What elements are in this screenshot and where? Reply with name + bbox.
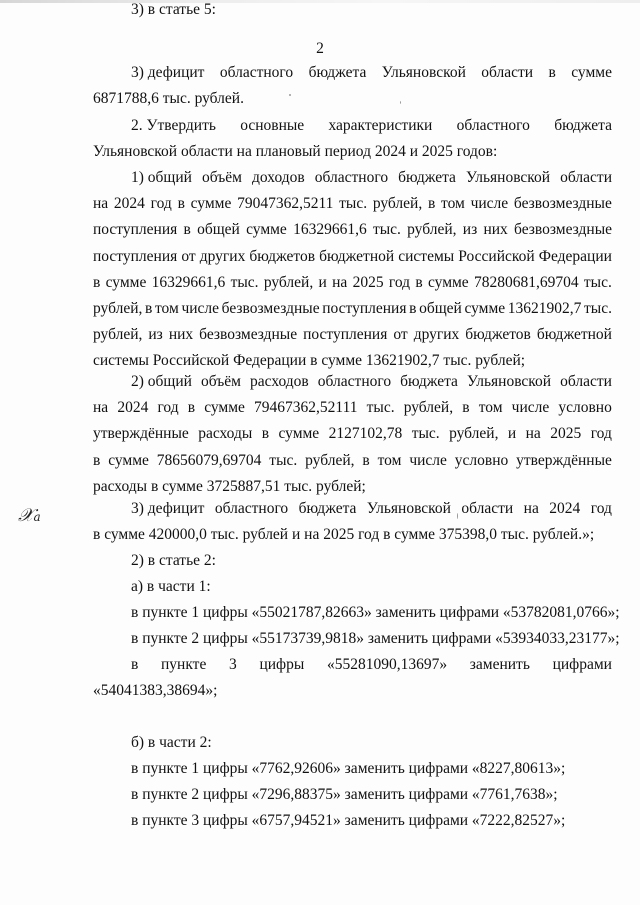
text-word: пункте — [161, 656, 207, 673]
text-word: год — [590, 500, 612, 517]
text-word: 2127102,78 — [328, 425, 403, 442]
text-line: 3) в статье 5: — [131, 1, 216, 18]
text-word: характеристики — [328, 117, 433, 134]
text-word: том — [377, 452, 402, 469]
text-word: год — [388, 274, 411, 291]
text-word: рублей, — [93, 300, 143, 317]
text-word: рублей, — [372, 195, 423, 212]
text-line — [131, 499, 612, 519]
text-line: в пункте 1 цифры «55021787,82663» заменить цифрами «53782081,0766»; — [131, 604, 620, 621]
text-word: год — [150, 195, 172, 212]
text-word: 2025 — [550, 425, 582, 442]
text-word: областного — [314, 169, 389, 186]
text-word: из — [462, 221, 478, 238]
text-word: тыс. — [230, 274, 259, 291]
text-word: 16329661,6 — [151, 274, 226, 291]
text-line — [131, 372, 612, 392]
text-word: том — [441, 195, 465, 212]
text-line — [93, 273, 612, 293]
text-word: объём — [202, 169, 242, 186]
text-word: рублей, — [305, 452, 355, 469]
text-word: Российской — [458, 248, 535, 265]
text-word: расходы — [198, 425, 253, 442]
text-word: рублей, — [407, 221, 457, 238]
text-word: области — [461, 500, 514, 517]
text-word: на — [523, 500, 539, 517]
text-word: от — [181, 248, 196, 265]
text-word: числе — [409, 452, 447, 469]
text-word: областного — [219, 64, 294, 81]
text-word: рублей, — [403, 399, 454, 416]
text-word: в — [183, 221, 191, 238]
scan-speck — [400, 101, 401, 104]
text-line — [93, 194, 612, 214]
text-word: в — [145, 300, 153, 317]
text-line — [93, 424, 612, 444]
text-line: в пункте 2 цифры «7296,88375» заменить цифрами «7761,7638»; — [131, 786, 558, 803]
text-word: безвозмездные — [514, 221, 612, 238]
text-word: цифры — [259, 656, 305, 673]
text-word: 2025 — [352, 274, 384, 291]
text-word: тыс. — [372, 221, 401, 238]
text-word: на — [93, 399, 109, 416]
text-word: безвозмездные — [221, 300, 320, 317]
text-word: в — [462, 399, 470, 416]
text-word: 3) дефицит — [131, 500, 205, 517]
text-line — [93, 299, 612, 319]
text-word: 13621902,7 — [507, 300, 582, 317]
text-word: цифрами — [552, 656, 612, 673]
text-word: в — [362, 452, 370, 469]
scan-top-edge — [0, 0, 640, 3]
text-word: в — [177, 195, 185, 212]
text-line — [93, 398, 612, 418]
text-line — [131, 63, 612, 83]
text-word: 79047362,5211 — [237, 195, 334, 212]
text-word: общей — [419, 300, 462, 317]
text-line: 2) в статье 2: — [131, 552, 216, 569]
text-word: общей — [197, 221, 240, 238]
text-word: в — [261, 425, 270, 442]
text-word: них — [483, 221, 508, 238]
text-word: бюджетов — [249, 248, 316, 265]
text-word: 16329661,6 — [293, 221, 367, 238]
text-line — [131, 655, 612, 675]
text-word: 3) дефицит — [131, 64, 205, 81]
text-word: безвозмездные — [513, 195, 612, 212]
text-word: сумме — [464, 300, 506, 317]
text-word: год — [157, 399, 179, 416]
text-word: сумме — [427, 274, 469, 291]
text-word: сумме — [108, 452, 149, 469]
text-line — [131, 168, 612, 188]
text-word: сумме — [571, 64, 612, 81]
text-line: в сумме 420000,0 тыс. рублей и на 2025 год в сумме 375398,0 тыс. рублей.»; — [93, 526, 595, 543]
text-line: в пункте 3 цифры «6757,94521» заменить цифрами «7222,82527»; — [131, 812, 566, 829]
text-word: объём — [201, 373, 241, 390]
text-word: областного — [214, 500, 289, 517]
text-word: поступления — [93, 248, 178, 265]
text-word: утверждённые — [93, 425, 189, 442]
text-word: рублей, — [449, 425, 499, 442]
text-word: том — [478, 399, 503, 416]
text-line — [131, 116, 612, 136]
text-word: 2. Утвердить — [131, 117, 216, 134]
text-word: тыс. — [584, 300, 612, 317]
text-word: области — [560, 169, 612, 186]
text-word: на — [93, 195, 109, 212]
text-word: условно — [454, 452, 509, 469]
text-word: 1) общий — [131, 169, 192, 186]
text-word: поступления — [93, 221, 178, 238]
text-word: 2024 — [549, 500, 581, 517]
text-line: системы Российской Федерации в сумме 13621902,7 тыс. рублей; — [93, 352, 526, 369]
text-word: 78280681,69704 — [473, 274, 579, 291]
text-word: Ульяновской — [466, 169, 551, 186]
text-word: 78656079,69704 — [156, 452, 262, 469]
text-word: 2) общий — [131, 373, 192, 390]
text-word: бюджета — [398, 169, 456, 186]
text-word: сумме — [278, 425, 320, 442]
text-word: сумме — [105, 274, 147, 291]
text-word: Ульяновской — [381, 64, 466, 81]
text-word: бюджета — [554, 117, 612, 134]
text-line: а) в части 1: — [131, 578, 211, 595]
text-word: 2024 — [113, 195, 145, 212]
text-word: в — [93, 274, 101, 291]
text-word: бюджета — [298, 500, 357, 517]
text-word: в — [415, 274, 423, 291]
text-word: тыс. — [269, 452, 298, 469]
text-word: тыс. — [411, 425, 440, 442]
text-word: Ульяновской — [366, 500, 451, 517]
text-word: тыс. — [366, 399, 395, 416]
text-line: «54041383,38694»; — [93, 682, 218, 699]
text-word: и — [507, 425, 517, 442]
text-word: условно — [558, 399, 612, 416]
text-word: бюджетов — [465, 326, 531, 343]
text-word: бюджета — [308, 64, 367, 81]
text-word: на — [332, 274, 348, 291]
text-word: них — [168, 326, 194, 343]
text-word: тыс. — [583, 274, 612, 291]
text-line — [93, 220, 612, 240]
text-word: поступления — [322, 300, 407, 317]
text-line — [93, 451, 612, 471]
text-word: на — [525, 425, 541, 442]
text-word: в — [427, 195, 436, 212]
text-word: заменить — [469, 656, 530, 673]
text-word: в — [548, 64, 556, 81]
text-word: числе — [511, 399, 550, 416]
text-word: бюджетной — [536, 326, 612, 343]
text-word: «55281090,13697» — [326, 656, 448, 673]
text-word: системы — [398, 248, 455, 265]
text-word: 79467362,52111 — [254, 399, 358, 416]
text-word: утверждённые — [516, 452, 612, 469]
text-word: бюджета — [400, 373, 458, 390]
text-line: 6871788,6 тыс. рублей. — [93, 90, 244, 107]
text-word: доходов — [252, 169, 305, 186]
text-word: в — [93, 452, 101, 469]
text-word: областного — [456, 117, 530, 134]
text-word: бюджетной — [319, 248, 395, 265]
text-word: Федерации — [538, 248, 612, 265]
text-word: Ульяновской — [466, 373, 552, 390]
text-word: из — [148, 326, 163, 343]
text-line — [93, 325, 612, 345]
text-line: расходы в сумме 3725887,51 тыс. рублей; — [93, 478, 366, 495]
text-word: расходов — [250, 373, 309, 390]
text-word: год — [590, 425, 612, 442]
text-word: сумме — [204, 399, 245, 416]
text-word: тыс. — [339, 195, 368, 212]
text-word: областного — [317, 373, 392, 390]
text-line: б) в части 2: — [131, 734, 212, 751]
text-word: в — [409, 300, 417, 317]
text-word: других — [199, 248, 246, 265]
text-word: 2024 — [117, 399, 149, 416]
text-word: области — [481, 64, 534, 81]
text-word: рублей, — [263, 274, 314, 291]
text-word: поступления — [303, 326, 388, 343]
text-word: сумме — [190, 195, 232, 212]
text-word: числе — [181, 300, 220, 317]
handwritten-margin-mark: 𝒳a — [18, 505, 41, 526]
text-word: том — [154, 300, 179, 317]
page-number: 2 — [316, 40, 324, 57]
text-word: других — [413, 326, 460, 343]
text-word: сумме — [246, 221, 287, 238]
text-word: безвозмездные — [199, 326, 298, 343]
scan-speck — [289, 94, 291, 96]
text-word: области — [560, 373, 612, 390]
text-word: в — [131, 656, 139, 673]
text-line: в пункте 1 цифры «7762,92606» заменить цифрами «8227,80613»; — [131, 760, 566, 777]
text-line — [93, 247, 612, 267]
text-word: 3 — [229, 656, 237, 673]
text-word: основные — [240, 117, 305, 134]
text-word: рублей, — [93, 326, 143, 343]
text-word: числе — [470, 195, 509, 212]
text-line: Ульяновской области на плановый период 2024 и 2025 годов: — [93, 143, 498, 160]
text-word: в — [187, 399, 196, 416]
text-word: от — [393, 326, 408, 343]
text-line: в пункте 2 цифры «55173739,9818» заменить цифрами «53934033,23177»; — [131, 630, 620, 647]
text-word: и — [318, 274, 327, 291]
